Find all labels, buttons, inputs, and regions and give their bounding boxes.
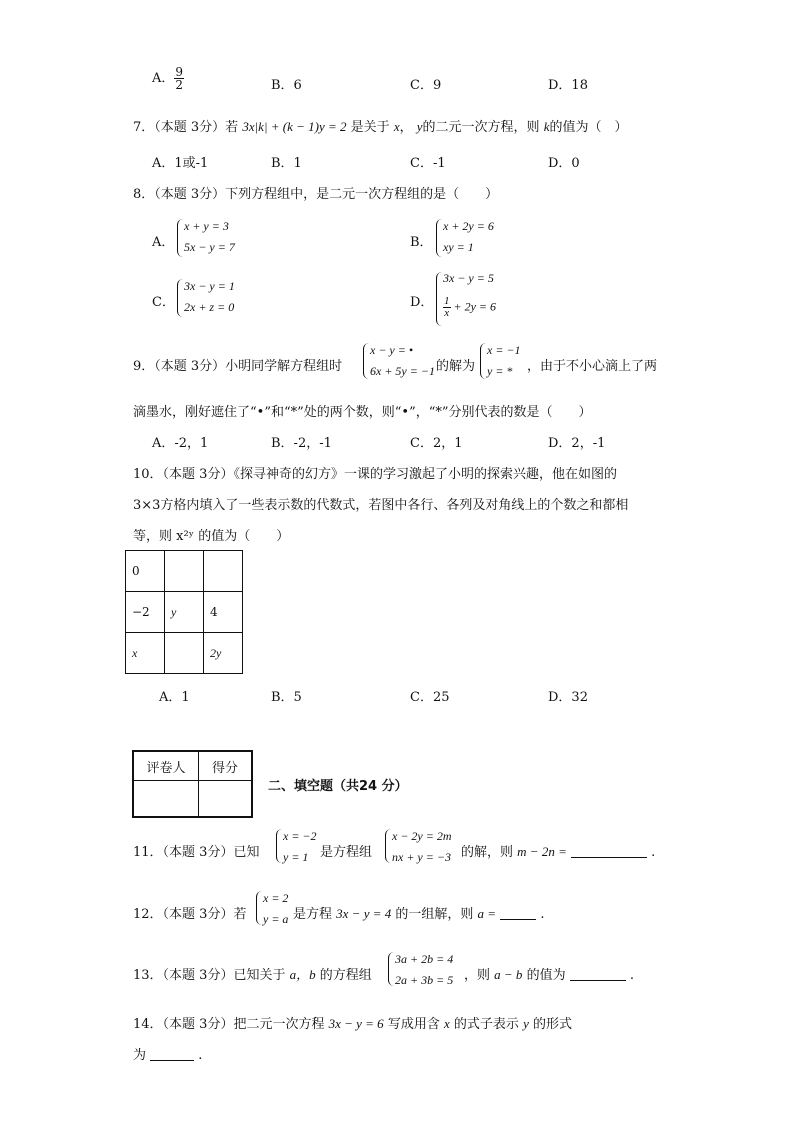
grid-cell [204,551,243,592]
q9-prefix: 9．（本题 3分）小明同学解方程组时 [133,359,343,374]
q9-option-d: D．2，-1 [548,436,606,451]
q8-c-brace [177,279,183,317]
q9-system-1: x − y = • 6x + 5y = −1 [370,343,435,378]
q8-option-b-label: B． [410,235,433,250]
q11-brace-1 [276,829,282,863]
q9-brace-2 [480,343,486,379]
q11-mid: 是方程组 [320,845,373,860]
q11-suffix: 的解，则 m − 2n = . [461,844,656,860]
q12-answer-blank[interactable] [500,905,536,920]
q9-brace-1 [363,343,369,379]
q8-option-b-system: x + 2y = 6 xy = 1 [443,219,494,254]
grid-cell: x [126,633,165,674]
q8-option-a-label: A． [152,235,175,250]
q6-option-b: B．6 [271,78,302,93]
q7-option-d: D．0 [548,156,580,171]
q7-option-a: A．1或-1 [152,156,209,171]
q6-option-c: C．9 [410,78,442,93]
q8-d-eq1: 3x − y = 5 [443,271,494,285]
q7-stem: 7．（本题 3分）若 3x|k| + (k − 1)y = 2 是关于 x， y的二元一次方程，则 k的值为（ ） [133,119,628,135]
q11-answer-blank[interactable] [571,843,647,858]
q14-answer-blank[interactable] [150,1046,194,1061]
q10-option-b: B．5 [271,690,302,705]
grid-cell: 4 [204,592,243,633]
q8-option-a-system: x + y = 3 5x − y = 7 [184,219,235,254]
q10-line3: 等，则 x²ʸ 的值为（ ） [133,529,290,544]
score-table [132,750,253,818]
q12-prefix: 12．（本题 3分）若 [133,907,247,922]
q12-rest: 是方程 3x − y = 4 的一组解，则 a = . [293,906,545,922]
q9-suffix: ，由于不小心滴上了两 [527,359,658,374]
grid-row [126,592,243,633]
q8-option-c-system: 3x − y = 1 2x + z = 0 [184,279,235,314]
q6-option-d: D．18 [548,78,588,93]
score-table-header-score: 得分 [199,751,253,781]
magic-square-grid [125,550,243,674]
q12-brace [256,891,262,925]
score-table-header-grader: 评卷人 [133,751,199,781]
q11-system-1: x = −2 y = 1 [283,829,317,864]
q11-prefix: 11．（本题 3分）已知 [133,845,260,860]
q11-brace-2 [385,829,391,863]
q9-line2: 滴墨水，刚好遮住了“•”和“*”处的两个数，则“•”，“*”分别代表的数是（ ） [133,405,592,420]
grid-row [126,633,243,674]
grid-cell: 0 [126,551,165,592]
q13-rest: ，则 a − b 的值为 . [464,967,635,983]
q11-system-2: x − 2y = 2m nx + y = −3 [392,829,452,864]
q8-option-c-label: C． [152,295,175,310]
score-table-cell-score[interactable] [199,781,253,818]
q6-option-a: A． $\frac{9}{2}$ [152,65,184,92]
q9-system-2: x = −1 y = * [487,343,521,378]
q10-line1: 10．（本题 3分）《探寻神奇的幻方》一课的学习激起了小明的探索兴趣，他在如图的 [133,467,617,482]
q9-option-a: A．-2，1 [152,436,209,451]
q12-system: x = 2 y = a [263,891,289,926]
q8-a-brace [177,219,183,257]
grid-cell: y [165,592,204,633]
q8-b-brace [436,219,442,257]
q13-brace [388,952,394,986]
q13-system: 3a + 2b = 4 2a + 3b = 5 [395,952,454,987]
grid-cell [165,551,204,592]
q8-option-d-label: D． [410,295,434,310]
q9-option-b: B．-2，-1 [271,436,332,451]
q8-d-eq2: $\frac{1}{x}$ + 2y = 6 [444,295,497,319]
q10-option-c: C．25 [410,690,450,705]
q13-answer-blank[interactable] [570,966,626,981]
q14-line2: 为 . [133,1048,203,1063]
grid-cell: −2 [126,592,165,633]
q10-option-a: A．1 [159,690,190,705]
score-table-cell-grader[interactable] [133,781,199,818]
q7-option-c: C．-1 [410,156,446,171]
grid-cell [165,633,204,674]
section-2-title: 二、填空题（共24 分） [268,779,408,794]
q9-option-c: C．2，1 [410,436,463,451]
grid-row [126,551,243,592]
q13-prefix: 13．（本题 3分）已知关于 a，b 的方程组 [133,967,372,983]
q9-mid: 的解为 [436,359,476,374]
q10-option-d: D．32 [548,690,588,705]
q8-d-brace [436,272,442,326]
q8-stem: 8．（本题 3分）下列方程组中，是二元一次方程组的是（ ） [133,187,499,202]
q10-line2: 3×3方格内填入了一些表示数的代数式，若图中各行、各列及对角线上的个数之和都相 [133,498,629,513]
q7-option-b: B．1 [271,156,302,171]
q14-line1: 14．（本题 3分）把二元一次方程 3x − y = 6 写成用含 x 的式子表示 y 的形式 [133,1016,572,1032]
grid-cell: 2y [204,633,243,674]
